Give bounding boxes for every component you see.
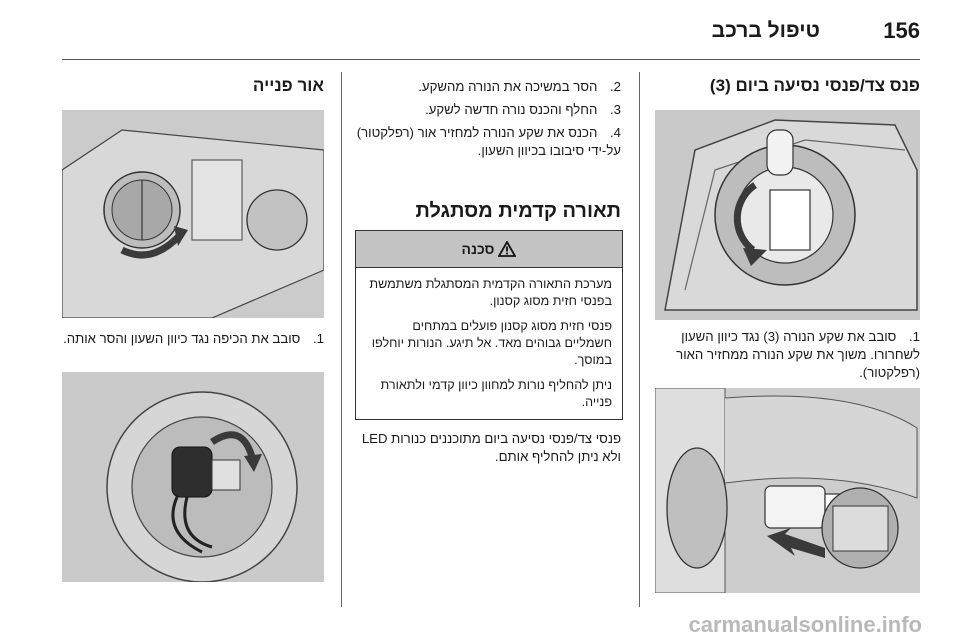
column-divider — [341, 72, 342, 607]
warning-paragraph: פנסי חזית מסוג קסנון פועלים במתחים חשמליים גבוהים מאד. אל תיגע. הנורות יוחלפו במוסך. — [371, 319, 612, 367]
illustration-bulb-socket-removal — [655, 388, 920, 593]
step-2 — [355, 78, 621, 96]
step-number: 3. — [609, 102, 621, 117]
header-divider — [62, 59, 920, 60]
illustration-side-light-socket — [655, 110, 920, 320]
warning-paragraph: ניתן להחליף נורות למחוון כיוון קדמי ולתאורת פנייה. — [380, 378, 612, 409]
illustration-cornering-light-cap — [62, 110, 324, 318]
page-header — [0, 0, 960, 62]
step-text: החלף והכנס נורה חדשה לשקע. — [425, 102, 598, 117]
step-number: 1. — [908, 329, 920, 344]
led-note: פנסי צד/פנסי נסיעה ביום מתוכננים כנורות LED ולא ניתן להחליף אותם. — [361, 431, 621, 464]
section-title-adaptive-lighting: תאורה קדמית מסתגלת — [415, 200, 621, 222]
step-number: 4. — [609, 125, 621, 140]
step-number: 2. — [609, 79, 621, 94]
step-1-left — [62, 330, 324, 348]
section-title-cornering-light: אור פנייה — [252, 76, 324, 95]
step-1-right — [655, 328, 920, 382]
section-title-side-light: פנס צד/פנסי נסיעה ביום (3) — [709, 76, 920, 95]
step-text: סובב את שקע הנורה (3) נגד כיוון השעון לשחרורו. משוך את שקע הנורה ממחזיר האור (רפלקטור). — [676, 329, 920, 380]
warning-box — [355, 230, 623, 420]
step-3 — [355, 101, 621, 119]
warning-label: סכנה — [461, 241, 495, 257]
step-text: הכנס את שקע הנורה למחזיר אור (רפלקטור) על-ידי סיבובו בכיוון השעון. — [356, 125, 621, 158]
warning-header — [356, 231, 622, 268]
step-number: 1. — [312, 331, 324, 346]
step-4 — [355, 124, 621, 160]
page-number: 156 — [883, 18, 920, 43]
warning-triangle-icon — [498, 241, 516, 257]
column-divider — [639, 72, 640, 607]
step-text: סובב את הכיפה נגד כיוון השעון והסר אותה. — [63, 331, 301, 346]
watermark: carmanualsonline.info — [688, 612, 922, 637]
chapter-title: טיפול ברכב — [711, 19, 820, 42]
step-text: הסר במשיכה את הנורה מהשקע. — [418, 79, 598, 94]
illustration-cornering-bulb-socket — [62, 372, 324, 582]
warning-paragraph: מערכת התאורה הקדמית המסתגלת משתמשת בפנסי חזית מסוג קסנון. — [369, 277, 612, 308]
